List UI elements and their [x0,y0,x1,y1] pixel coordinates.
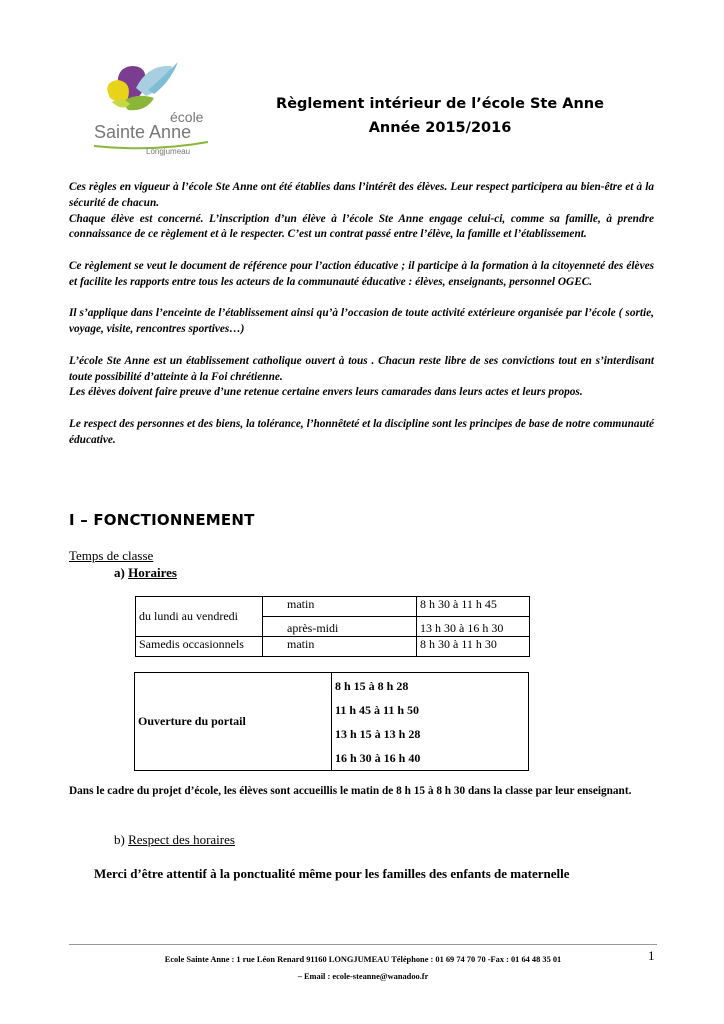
portail-times [332,673,529,771]
portail-time: 13 h 15 à 13 h 28 [335,727,421,741]
intro-sentence: Ces règles en vigueur à l’école Ste Anne ont été établies dans l’intérêt des élèves. Leur respect participera au bien-être et à la sécurité de chacun. [69,181,654,209]
intro-paragraph-4 [69,354,654,401]
subsection-heading: Temps de classe [69,548,154,563]
table-row [136,597,530,617]
period-cell: matin [263,637,417,657]
portail-time: 16 h 30 à 16 h 40 [335,751,421,765]
time-cell: 8 h 30 à 11 h 30 [417,637,530,657]
time-cell: 13 h 30 à 16 h 30 [417,617,530,637]
horaires-heading [114,565,177,581]
intro-text [69,180,654,464]
horaires-letter: a) [114,565,125,580]
footer [69,951,657,985]
portail-time: 11 h 45 à 11 h 50 [335,703,420,717]
footer-email: – Email : ecole-steanne@wanadoo.fr [297,972,429,981]
punctuality-message: Merci d’être attentif à la ponctualité même pour les familles des enfants de maternelle [94,866,570,881]
school-logo [92,58,222,156]
period-cell: matin [263,597,417,617]
weekdays-cell: du lundi au vendredi [136,597,263,637]
portail-time: 8 h 15 à 8 h 28 [335,679,409,693]
accueil-note: Dans le cadre du projet d’école, les élèves sont accueillis le matin de 8 h 15 à 8 h 30 dans la classe par leur enseignant. [69,785,632,797]
section-heading: I – FONCTIONNEMENT [69,511,255,529]
respect-heading [114,832,235,848]
document-title [240,92,640,140]
footer-divider [69,944,657,945]
page-number: 1 [648,948,655,963]
logo-text-sainte-anne: Sainte Anne [94,122,192,142]
title-line-2: Année 2015/2016 [368,120,512,136]
period-cell: après-midi [263,617,417,637]
title-line-1: Règlement intérieur de l’école Ste Anne [276,96,604,112]
intro-paragraph-1 [69,180,654,243]
intro-sentence: Les élèves doivent faire preuve d’une retenue certaine envers leurs camarades dans leurs actes et leurs propos. [69,386,583,399]
respect-letter: b) [114,832,125,847]
intro-sentence: L’école Ste Anne est un établissement catholique ouvert à tous . Chacun reste libre de ses convictions tout en s’interdisant toute possibilité d’atteinte à la Foi chrétienne. [69,354,654,383]
time-cell: 8 h 30 à 11 h 45 [417,597,530,617]
portail-label: Ouverture du portail [135,673,332,771]
table-row [135,673,529,771]
intro-sentence: Chaque élève est concerné. L’inscription d’un élève à l’école Ste Anne engage celui-ci, comme sa famille, à prendre connaissance de ce règlement et à le respecter. C’est un contrat passé entre l’élève, la famille et l’établissement. [69,212,654,241]
footer-address: Ecole Sainte Anne : 1 rue Léon Renard 91160 LONGJUMEAU Téléphone : 01 69 74 70 70 -Fax : 01 64 48 35 01 [164,955,562,964]
schedule-table [135,596,530,657]
intro-paragraph-5: Le respect des personnes et des biens, la tolérance, l’honnêteté et la discipline sont les principes de base de notre communauté éducative. [69,417,654,446]
intro-paragraph-3: Il s’applique dans l’enceinte de l’établissement ainsi qu’à l’occasion de toute activité extérieure organisée par l’école ( sortie, voyage, visite, rencontres sportives…) [69,307,654,336]
portail-table [134,672,529,771]
table-row [136,637,530,657]
logo-text-ecole: école [170,109,204,125]
logo-text-longjumeau: Longjumeau [146,147,191,156]
intro-paragraph-2: Ce règlement se veut le document de référence pour l’action éducative ; il participe à la formation à la citoyenneté des élèves et facilite les rapports entre tous les acteurs de la communauté éducative : élèves, enseignants, personnel OGEC. [69,259,654,288]
horaires-label: Horaires [128,565,177,580]
samedis-cell: Samedis occasionnels [136,637,263,657]
respect-label: Respect des horaires [128,832,235,847]
